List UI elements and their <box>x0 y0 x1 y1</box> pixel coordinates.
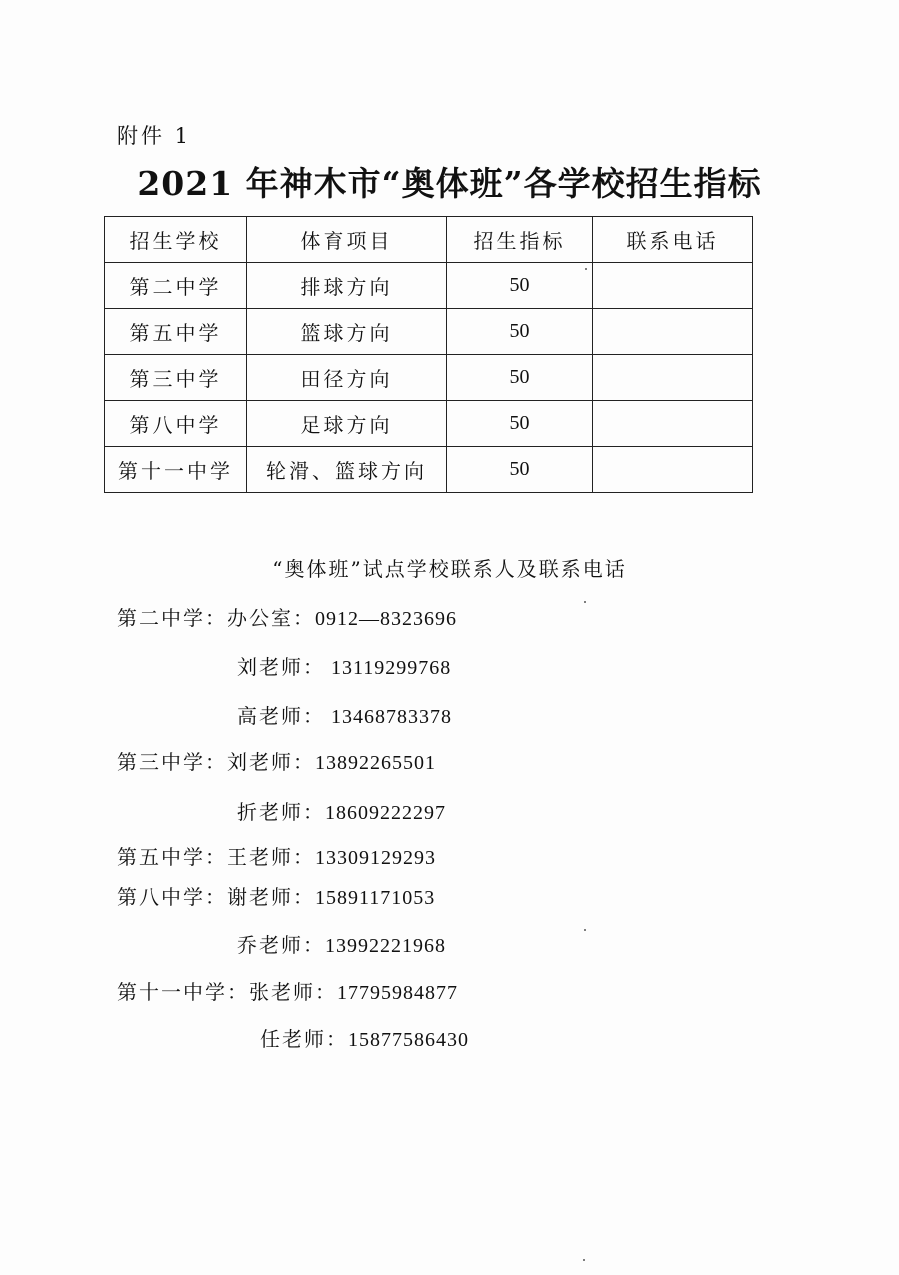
cell-sport: 篮球方向 <box>247 309 447 355</box>
contact-line <box>260 1023 469 1052</box>
contact-phone: 13468783378 <box>325 706 452 728</box>
contact-person: 张老师： <box>249 980 337 1004</box>
contact-phone: 13119299768 <box>325 657 452 679</box>
cell-school: 第八中学 <box>105 401 247 447</box>
cell-phone <box>593 447 753 493</box>
attachment-label: 附件 1 <box>117 124 192 148</box>
contact-school: 第十一中学： <box>117 980 249 1004</box>
cell-school: 第三中学 <box>105 355 247 401</box>
cell-quota: 50 <box>447 309 593 355</box>
contact-person: 任老师： <box>260 1027 348 1051</box>
contact-school: 第二中学： <box>117 606 227 630</box>
contact-person: 谢老师： <box>227 885 315 909</box>
cell-phone <box>593 355 753 401</box>
cell-quota: 50 <box>447 355 593 401</box>
contact-phone: 13892265501 <box>315 752 436 774</box>
cell-sport: 田径方向 <box>247 355 447 401</box>
header-school: 招生学校 <box>105 217 247 263</box>
cell-quota: 50 <box>447 401 593 447</box>
scan-speck <box>583 1259 585 1261</box>
cell-school: 第五中学 <box>105 309 247 355</box>
table-row <box>105 447 753 493</box>
contact-school: 第三中学： <box>117 750 227 774</box>
table-row <box>105 263 753 309</box>
contact-line <box>117 841 436 870</box>
contact-line <box>237 700 452 729</box>
contact-person: 折老师： <box>237 800 325 824</box>
contact-phone: 18609222297 <box>325 802 446 824</box>
contact-phone: 13992221968 <box>325 935 446 957</box>
contact-phone: 13309129293 <box>315 847 436 869</box>
cell-sport: 足球方向 <box>247 401 447 447</box>
contact-person: 高老师： <box>237 704 325 728</box>
cell-quota: 50 <box>447 263 593 309</box>
table-row <box>105 401 753 447</box>
scan-speck <box>585 268 587 270</box>
contact-phone: 15891171053 <box>315 887 436 909</box>
header-quota: 招生指标 <box>447 217 593 263</box>
contact-line <box>117 602 457 631</box>
contact-phone: 15877586430 <box>348 1029 469 1051</box>
table-header-row <box>105 217 753 263</box>
scan-speck <box>584 601 586 603</box>
document-title: 2021 年神木市“奥体班”各学校招生指标 <box>137 164 762 203</box>
contact-school: 第八中学： <box>117 885 227 909</box>
cell-school: 第二中学 <box>105 263 247 309</box>
contact-person: 刘老师： <box>237 655 325 679</box>
table-row <box>105 355 753 401</box>
cell-phone <box>593 263 753 309</box>
header-sport: 体育项目 <box>247 217 447 263</box>
contact-line <box>237 651 451 680</box>
cell-sport: 排球方向 <box>247 263 447 309</box>
contact-school: 第五中学： <box>117 845 227 869</box>
cell-quota: 50 <box>447 447 593 493</box>
contact-person: 王老师： <box>227 845 315 869</box>
cell-phone <box>593 401 753 447</box>
cell-sport: 轮滑、篮球方向 <box>247 447 447 493</box>
contact-phone: 0912—8323696 <box>315 608 457 630</box>
contact-person: 乔老师： <box>237 933 325 957</box>
contact-person: 办公室： <box>227 606 315 630</box>
contact-line <box>237 796 446 825</box>
scan-speck <box>584 929 586 931</box>
table-row <box>105 309 753 355</box>
contact-line <box>117 746 436 775</box>
contact-phone: 17795984877 <box>337 982 458 1004</box>
contact-line <box>117 976 458 1005</box>
cell-phone <box>593 309 753 355</box>
contact-line <box>117 881 435 910</box>
quota-table <box>104 216 753 493</box>
cell-school: 第十一中学 <box>105 447 247 493</box>
contacts-subtitle: “奥体班”试点学校联系人及联系电话 <box>272 557 627 581</box>
header-phone: 联系电话 <box>593 217 753 263</box>
contact-line <box>237 929 446 958</box>
contact-person: 刘老师： <box>227 750 315 774</box>
